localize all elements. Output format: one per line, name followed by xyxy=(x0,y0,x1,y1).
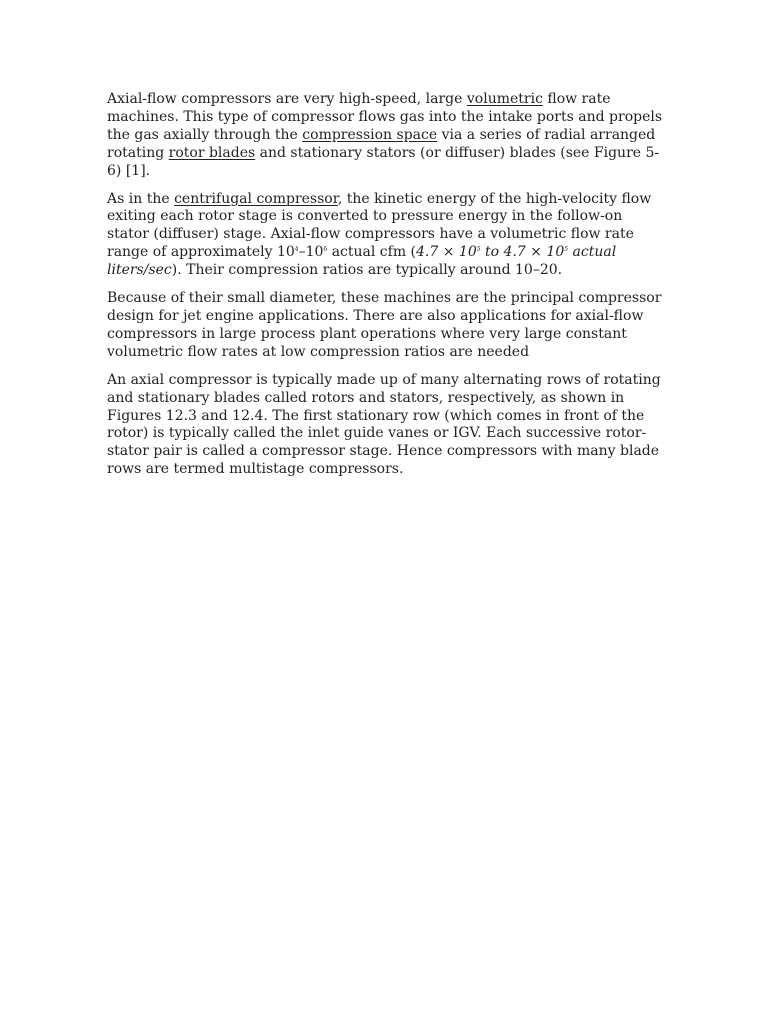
exponent: 5 xyxy=(476,246,481,254)
paragraph-kinetic-energy xyxy=(107,191,663,281)
link-compression-space[interactable]: compression space xyxy=(302,126,438,143)
text-segment: flow rate machines. This type of compressor flows gas into the intake ports and propels the gas axially through the xyxy=(107,91,663,143)
link-rotor-blades[interactable]: rotor blades xyxy=(168,144,256,161)
text-segment: to 4.7 × 10 xyxy=(480,244,565,261)
text-segment: ). Their compression ratios are typically around 10–20. xyxy=(171,262,563,279)
exponent: 4 xyxy=(294,246,299,254)
text-segment: via a series of radial arranged rotating xyxy=(107,126,656,161)
exponent: 6 xyxy=(323,246,328,254)
exponent: 5 xyxy=(564,246,569,254)
document-body xyxy=(107,91,663,489)
text-segment: and stationary stators (or diffuser) blades (see Figure 5-6) [1]. xyxy=(107,144,660,179)
text-segment: actual cfm ( xyxy=(327,244,417,261)
link-volumetric[interactable]: volumetric xyxy=(466,91,543,107)
link-centrifugal-compressor[interactable]: centrifugal compressor xyxy=(174,190,338,207)
text-segment: 4.7 × 10 xyxy=(416,244,477,261)
paragraph-jet-engine-applications: Because of their small diameter, these machines are the principal compressor design for jet engine applications. There are also applications for axial-flow compressors in large process plant operations where very large constant volumetric flow rates at low compression ratios are needed xyxy=(107,290,662,360)
paragraph-compressor-stages: An axial compressor is typically made up of many alternating rows of rotating and stationary blades called rotors and stators, respectively, as shown in Figures 12.3 and 12.4. The first stationary row (which comes in front of the rotor) is typically called the inlet guide vanes or IGV. Each successive rotor-stator pair is called a compressor stage. Hence compressors with many blade rows are termed multistage compressors. xyxy=(107,371,661,478)
text-segment: actual liters/sec xyxy=(107,244,617,279)
text-segment: Axial-flow compressors are very high-speed, large xyxy=(107,91,467,107)
paragraph-axial-flow-intro xyxy=(107,91,663,181)
text-segment: , the kinetic energy of the high-velocity flow exiting each rotor stage is converted to pressure energy in the follow-on stator (diffuser) stage. Axial-flow compressors have a volumetric flow rate range of approximately 10 xyxy=(107,190,652,261)
text-segment: As in the xyxy=(107,190,175,207)
text-segment: –10 xyxy=(298,244,324,261)
